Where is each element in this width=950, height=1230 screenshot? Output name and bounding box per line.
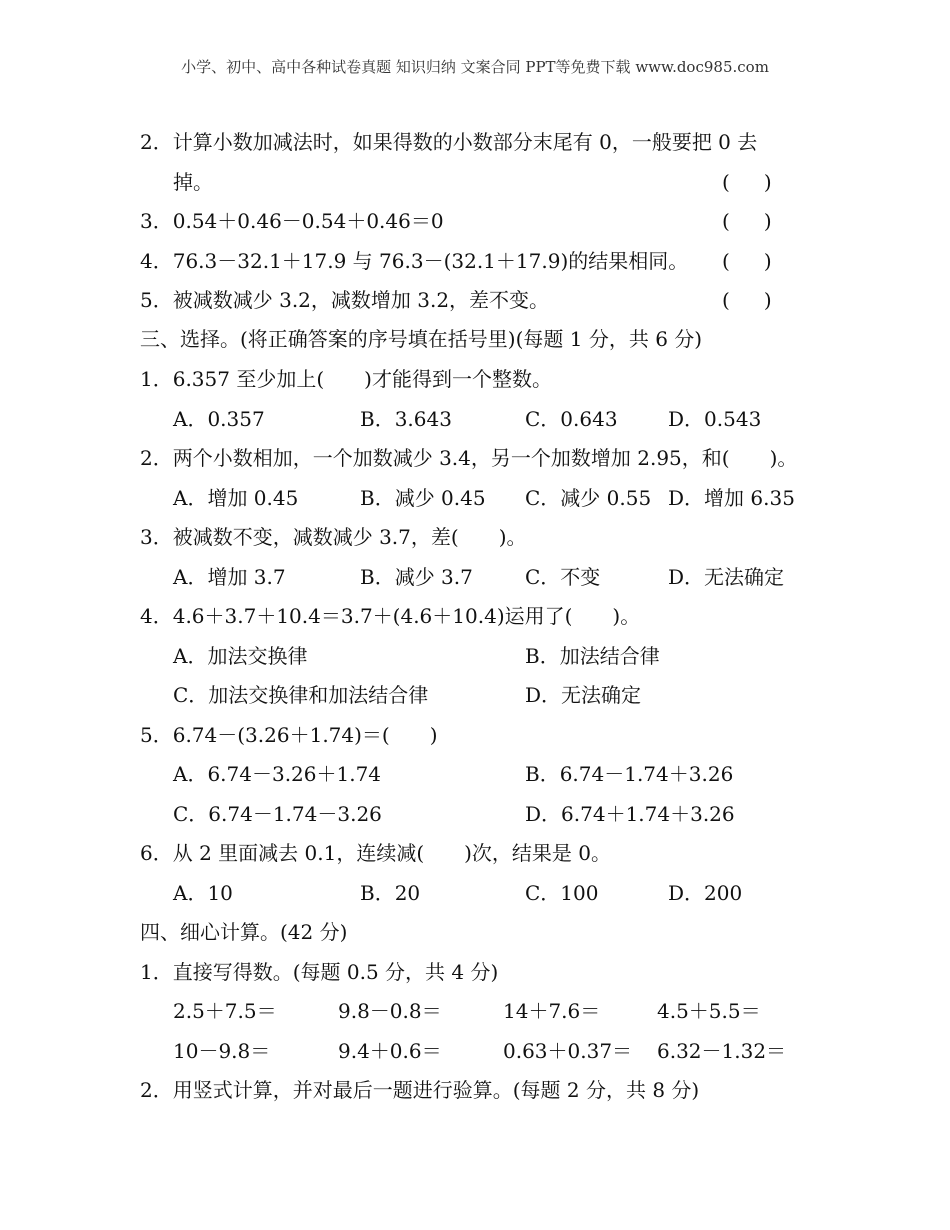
section4-title: 四、细心计算。(42 分) xyxy=(140,920,348,944)
choice-q6-option-a[interactable]: A．10 xyxy=(173,881,233,905)
judge-item-2-line2: 掉。 xyxy=(173,170,213,194)
judge-item-5-num: 5． xyxy=(140,288,173,312)
calc-expr: 10－9.8＝ xyxy=(173,1039,271,1063)
calc-expr: 4.5＋5.5＝ xyxy=(657,999,761,1023)
choice-q3-stem: 3．被减数不变，减数减少 3.7，差( )。 xyxy=(140,525,527,549)
choice-q2-option-d[interactable]: D．增加 6.35 xyxy=(668,486,795,510)
choice-q2-option-a[interactable]: A．增加 0.45 xyxy=(173,486,299,510)
judge-item-4-num: 4． xyxy=(140,249,173,273)
choice-q1-option-b[interactable]: B．3.643 xyxy=(360,407,452,431)
judge-item-3 xyxy=(140,208,444,234)
calc-expr: 6.32－1.32＝ xyxy=(657,1039,787,1063)
judge-item-2-line1 xyxy=(140,129,757,155)
choice-q2-option-b[interactable]: B．减少 0.45 xyxy=(360,486,486,510)
calc-expr: 2.5＋7.5＝ xyxy=(173,999,277,1023)
choice-q6-option-c[interactable]: C．100 xyxy=(525,881,599,905)
calc-expr: 14＋7.6＝ xyxy=(503,999,601,1023)
answer-paren-3[interactable]: ( ) xyxy=(722,209,772,233)
choice-q4-option-c[interactable]: C．加法交换律和加法结合律 xyxy=(173,683,429,707)
judge-item-3-text: 0.54＋0.46－0.54＋0.46＝0 xyxy=(172,209,444,233)
choice-q5-option-c[interactable]: C．6.74－1.74－3.26 xyxy=(173,802,382,826)
choice-q6-option-b[interactable]: B．20 xyxy=(360,881,421,905)
calc-q2-stem: 2．用竖式计算，并对最后一题进行验算。(每题 2 分，共 8 分) xyxy=(140,1078,700,1102)
choice-q3-option-d[interactable]: D．无法确定 xyxy=(668,565,785,589)
judge-item-2-text: 计算小数加减法时，如果得数的小数部分末尾有 0，一般要把 0 去 xyxy=(172,130,758,154)
judge-item-3-num: 3． xyxy=(140,209,173,233)
page-header: 小学、初中、高中各种试卷真题 知识归纳 文案合同 PPT等免费下载 www.doc985.com xyxy=(181,58,769,76)
choice-q4-option-d[interactable]: D．无法确定 xyxy=(525,683,642,707)
calc-expr: 0.63＋0.37＝ xyxy=(503,1039,633,1063)
answer-paren-5[interactable]: ( ) xyxy=(722,288,772,312)
choice-q5-option-b[interactable]: B．6.74－1.74＋3.26 xyxy=(525,762,734,786)
judge-item-5 xyxy=(140,287,549,313)
calc-expr: 9.4＋0.6＝ xyxy=(338,1039,442,1063)
section3-title: 三、选择。(将正确答案的序号填在括号里)(每题 1 分，共 6 分) xyxy=(140,327,703,351)
choice-q1-option-d[interactable]: D．0.543 xyxy=(668,407,762,431)
choice-q4-option-a[interactable]: A．加法交换律 xyxy=(173,644,308,668)
choice-q5-option-a[interactable]: A．6.74－3.26＋1.74 xyxy=(173,762,382,786)
judge-item-5-text: 被减数减少 3.2，减数增加 3.2，差不变。 xyxy=(172,288,550,312)
judge-item-2-num: 2． xyxy=(140,130,173,154)
answer-paren-4[interactable]: ( ) xyxy=(722,249,772,273)
choice-q3-option-c[interactable]: C．不变 xyxy=(525,565,601,589)
choice-q1-option-a[interactable]: A．0.357 xyxy=(173,407,265,431)
calc-expr: 9.8－0.8＝ xyxy=(338,999,442,1023)
answer-paren-2[interactable]: ( ) xyxy=(722,170,772,194)
choice-q2-stem: 2．两个小数相加，一个加数减少 3.4，另一个加数增加 2.95，和( )。 xyxy=(140,446,798,470)
calc-q1-stem: 1．直接写得数。(每题 0.5 分，共 4 分) xyxy=(140,960,499,984)
choice-q2-option-c[interactable]: C．减少 0.55 xyxy=(525,486,652,510)
choice-q6-stem: 6．从 2 里面减去 0.1，连续减( )次，结果是 0。 xyxy=(140,841,612,865)
choice-q6-option-d[interactable]: D．200 xyxy=(668,881,743,905)
judge-item-4-text: 76.3－32.1＋17.9 与 76.3－(32.1＋17.9)的结果相同。 xyxy=(172,249,689,273)
judge-item-4 xyxy=(140,248,688,274)
choice-q1-option-c[interactable]: C．0.643 xyxy=(525,407,618,431)
choice-q4-option-b[interactable]: B．加法结合律 xyxy=(525,644,660,668)
choice-q4-stem: 4．4.6＋3.7＋10.4＝3.7＋(4.6＋10.4)运用了( )。 xyxy=(140,604,641,628)
choice-q5-stem: 5．6.74－(3.26＋1.74)＝( ) xyxy=(140,723,438,747)
choice-q5-option-d[interactable]: D．6.74＋1.74＋3.26 xyxy=(525,802,735,826)
choice-q1-stem: 1．6.357 至少加上( )才能得到一个整数。 xyxy=(140,367,552,391)
choice-q3-option-a[interactable]: A．增加 3.7 xyxy=(173,565,286,589)
choice-q3-option-b[interactable]: B．减少 3.7 xyxy=(360,565,473,589)
